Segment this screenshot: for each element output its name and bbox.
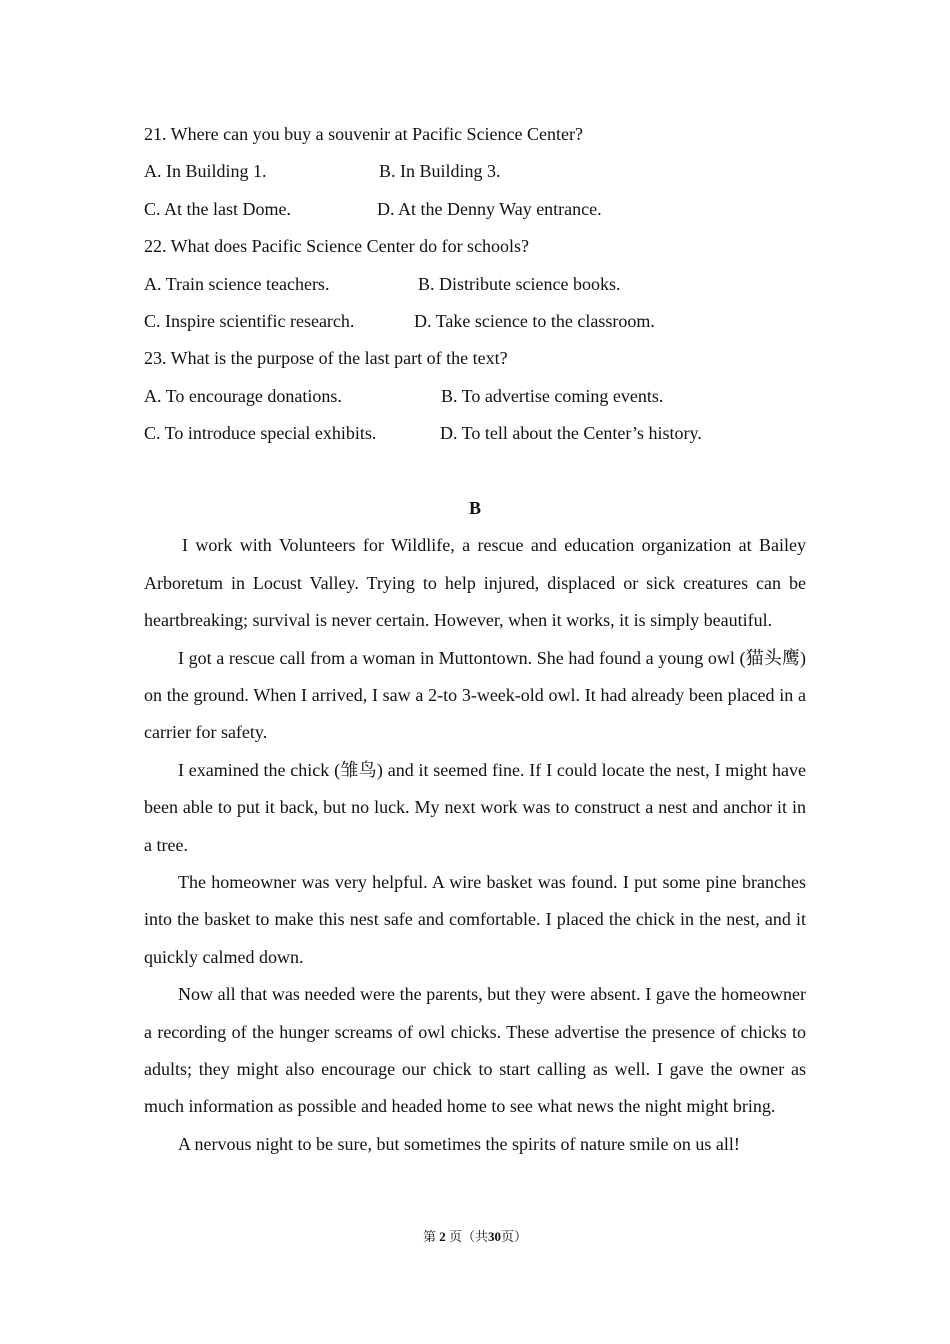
question-21-option-d: D. At the Denny Way entrance.	[377, 198, 602, 219]
question-23-options-row-2	[144, 415, 806, 452]
passage-paragraph-1: I work with Volunteers for Wildlife, a rescue and education organization at Bailey Arboretum in Locust Valley. Trying to help injured, displaced or sick creatures can be heartbreaking; survival is never certain. However, when it works, it is simply beautiful.	[144, 535, 806, 631]
passage-paragraph-6: A nervous night to be sure, but sometimes the spirits of nature smile on us all!	[178, 1133, 740, 1154]
passage-paragraph-2: I got a rescue call from a woman in Muttontown. She had found a young owl (猫头鹰) on the ground. When I arrived, I saw a 2-to 3-week-old owl. It had already been placed in a carrier for safety.	[144, 647, 806, 743]
question-21-option-b: B. In Building 3.	[379, 161, 501, 182]
passage-paragraph-4: The homeowner was very helpful. A wire basket was found. I put some pine branches into the basket to make this nest safe and comfortable. I placed the chick in the nest, and it quickly calmed down.	[144, 871, 806, 967]
question-21-options-row-2	[144, 191, 806, 228]
page-content	[144, 116, 806, 1163]
question-23-options-row-1	[144, 378, 806, 415]
question-22-stem: 22. What does Pacific Science Center do for schools?	[144, 236, 530, 257]
question-23-stem: 23. What is the purpose of the last part of the text?	[144, 348, 508, 369]
question-22-option-c: C. Inspire scientific research.	[144, 310, 355, 331]
question-22-options-row-1	[144, 266, 806, 303]
question-23-option-d: D. To tell about the Center’s history.	[440, 423, 702, 444]
question-22-option-a: A. Train science teachers.	[144, 273, 330, 294]
question-22-option-b: B. Distribute science books.	[418, 273, 621, 294]
question-21-stem: 21. Where can you buy a souvenir at Pacific Science Center?	[144, 124, 583, 144]
footer-suffix: 页）	[501, 1229, 528, 1244]
question-21-options-row-1	[144, 153, 806, 190]
question-23-option-c: C. To introduce special exhibits.	[144, 423, 377, 444]
question-21-option-c: C. At the last Dome.	[144, 198, 291, 219]
section-b-title: B	[468, 497, 481, 518]
question-21-option-a: A. In Building 1.	[144, 161, 267, 182]
passage-paragraph-3: I examined the chick (雏鸟) and it seemed fine. If I could locate the nest, I might have been able to put it back, but no luck. My next work was to construct a nest and anchor it in a tree.	[144, 759, 806, 855]
page-footer	[0, 1228, 950, 1246]
footer-page-number: 2	[439, 1229, 446, 1244]
footer-middle: 页（共	[448, 1229, 488, 1244]
footer-total-pages: 30	[488, 1229, 501, 1244]
question-22-options-row-2	[144, 303, 806, 340]
question-23-option-b: B. To advertise coming events.	[441, 385, 664, 406]
footer-prefix: 第	[422, 1229, 436, 1244]
question-23-option-a: A. To encourage donations.	[144, 385, 342, 406]
passage-paragraph-5: Now all that was needed were the parents, but they were absent. I gave the homeowner a recording of the hunger screams of owl chicks. These advertise the presence of chicks to adults; they might also encourage our chick to start calling as well. I gave the owner as much information as possible and headed home to see what news the night might bring.	[144, 984, 806, 1117]
question-22-option-d: D. Take science to the classroom.	[414, 310, 655, 331]
